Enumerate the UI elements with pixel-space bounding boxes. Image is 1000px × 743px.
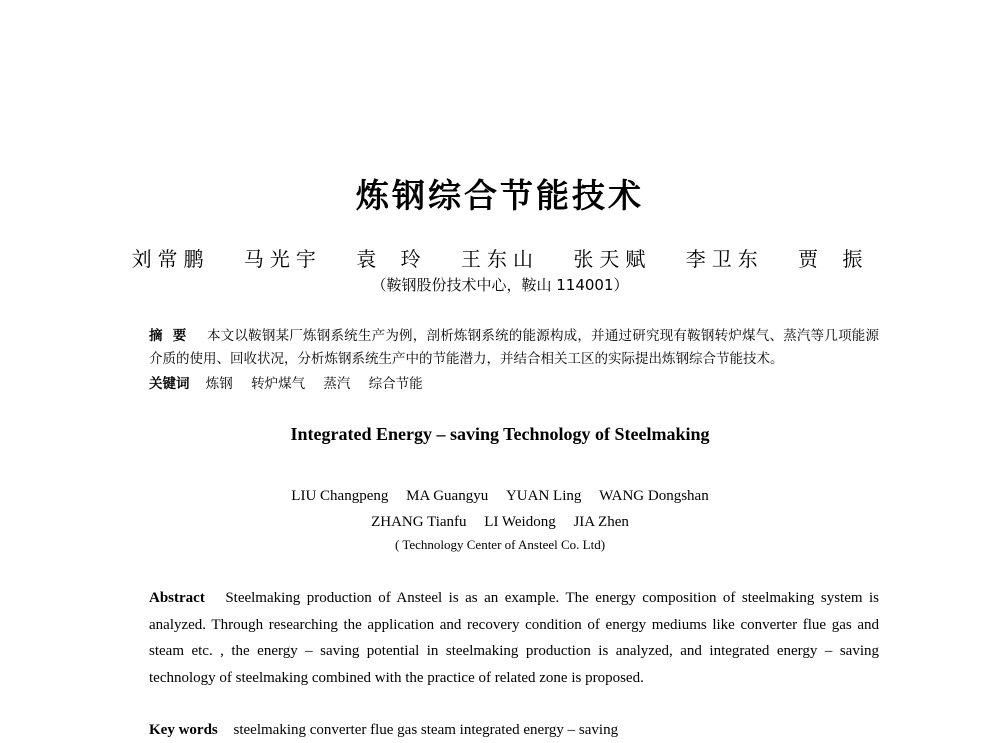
author: JIA Zhen bbox=[573, 514, 629, 530]
author: 贾 振 bbox=[798, 247, 869, 271]
english-abstract bbox=[149, 585, 879, 691]
english-authors bbox=[0, 483, 1000, 535]
chinese-affiliation: （鞍钢股份技术中心，鞍山 114001） bbox=[371, 276, 629, 294]
english-title: Integrated Energy – saving Technology of Steelmaking bbox=[290, 424, 710, 444]
english-abstract-label: Abstract bbox=[149, 590, 205, 606]
author: MA Guangyu bbox=[406, 488, 489, 504]
english-keywords bbox=[149, 717, 879, 743]
chinese-title: 炼钢综合节能技术 bbox=[356, 176, 644, 215]
english-authors-line-2 bbox=[0, 509, 1000, 535]
chinese-abstract-text: 本文以鞍钢某厂炼钢系统生产为例，剖析炼钢系统的能源构成，并通过研究现有鞍钢转炉煤气、蒸汽等几项能源介质的使用、回收状况，分析炼钢系统生产中的节能潜力，并结合相关工区的实际提出炼钢综合节能技术。 bbox=[149, 328, 880, 367]
author: 袁 玲 bbox=[356, 247, 427, 271]
author: 李卫东 bbox=[685, 247, 764, 271]
keyword: 炼钢 bbox=[205, 376, 233, 392]
keyword: 综合节能 bbox=[368, 376, 423, 392]
keyword: 蒸汽 bbox=[323, 376, 351, 392]
author: 张天赋 bbox=[573, 247, 652, 271]
english-keywords-label: Key words bbox=[149, 722, 218, 738]
author: 马光宇 bbox=[243, 247, 322, 271]
keyword: 转炉煤气 bbox=[251, 376, 306, 392]
chinese-abstract-label: 摘要 bbox=[149, 328, 197, 344]
english-authors-line-1 bbox=[0, 483, 1000, 509]
english-keywords-text: steelmaking converter flue gas steam integrated energy – saving bbox=[233, 722, 619, 738]
english-affiliation: ( Technology Center of Ansteel Co. Ltd) bbox=[394, 537, 606, 552]
author: WANG Dongshan bbox=[599, 488, 709, 504]
author: YUAN Ling bbox=[505, 488, 582, 504]
author: LIU Changpeng bbox=[291, 488, 389, 504]
author: 王东山 bbox=[461, 247, 539, 271]
chinese-authors bbox=[0, 243, 1000, 272]
author: LI Weidong bbox=[484, 514, 556, 530]
author: ZHANG Tianfu bbox=[371, 514, 467, 530]
chinese-abstract bbox=[149, 325, 879, 371]
author: 刘常鹏 bbox=[131, 247, 210, 271]
chinese-keywords-label: 关键词 bbox=[149, 376, 190, 392]
english-abstract-text: Steelmaking production of Ansteel is as an example. The energy composition of steelmaking system is analyzed. Through researching the application and recovery condition of energy mediums like converter flue gas and steam etc. , the energy – saving potential in steelmaking production is analyzed, and integrated energy – saving technology of steelmaking combined with the practice of related zone is proposed. bbox=[149, 590, 879, 686]
chinese-keywords bbox=[149, 373, 879, 396]
